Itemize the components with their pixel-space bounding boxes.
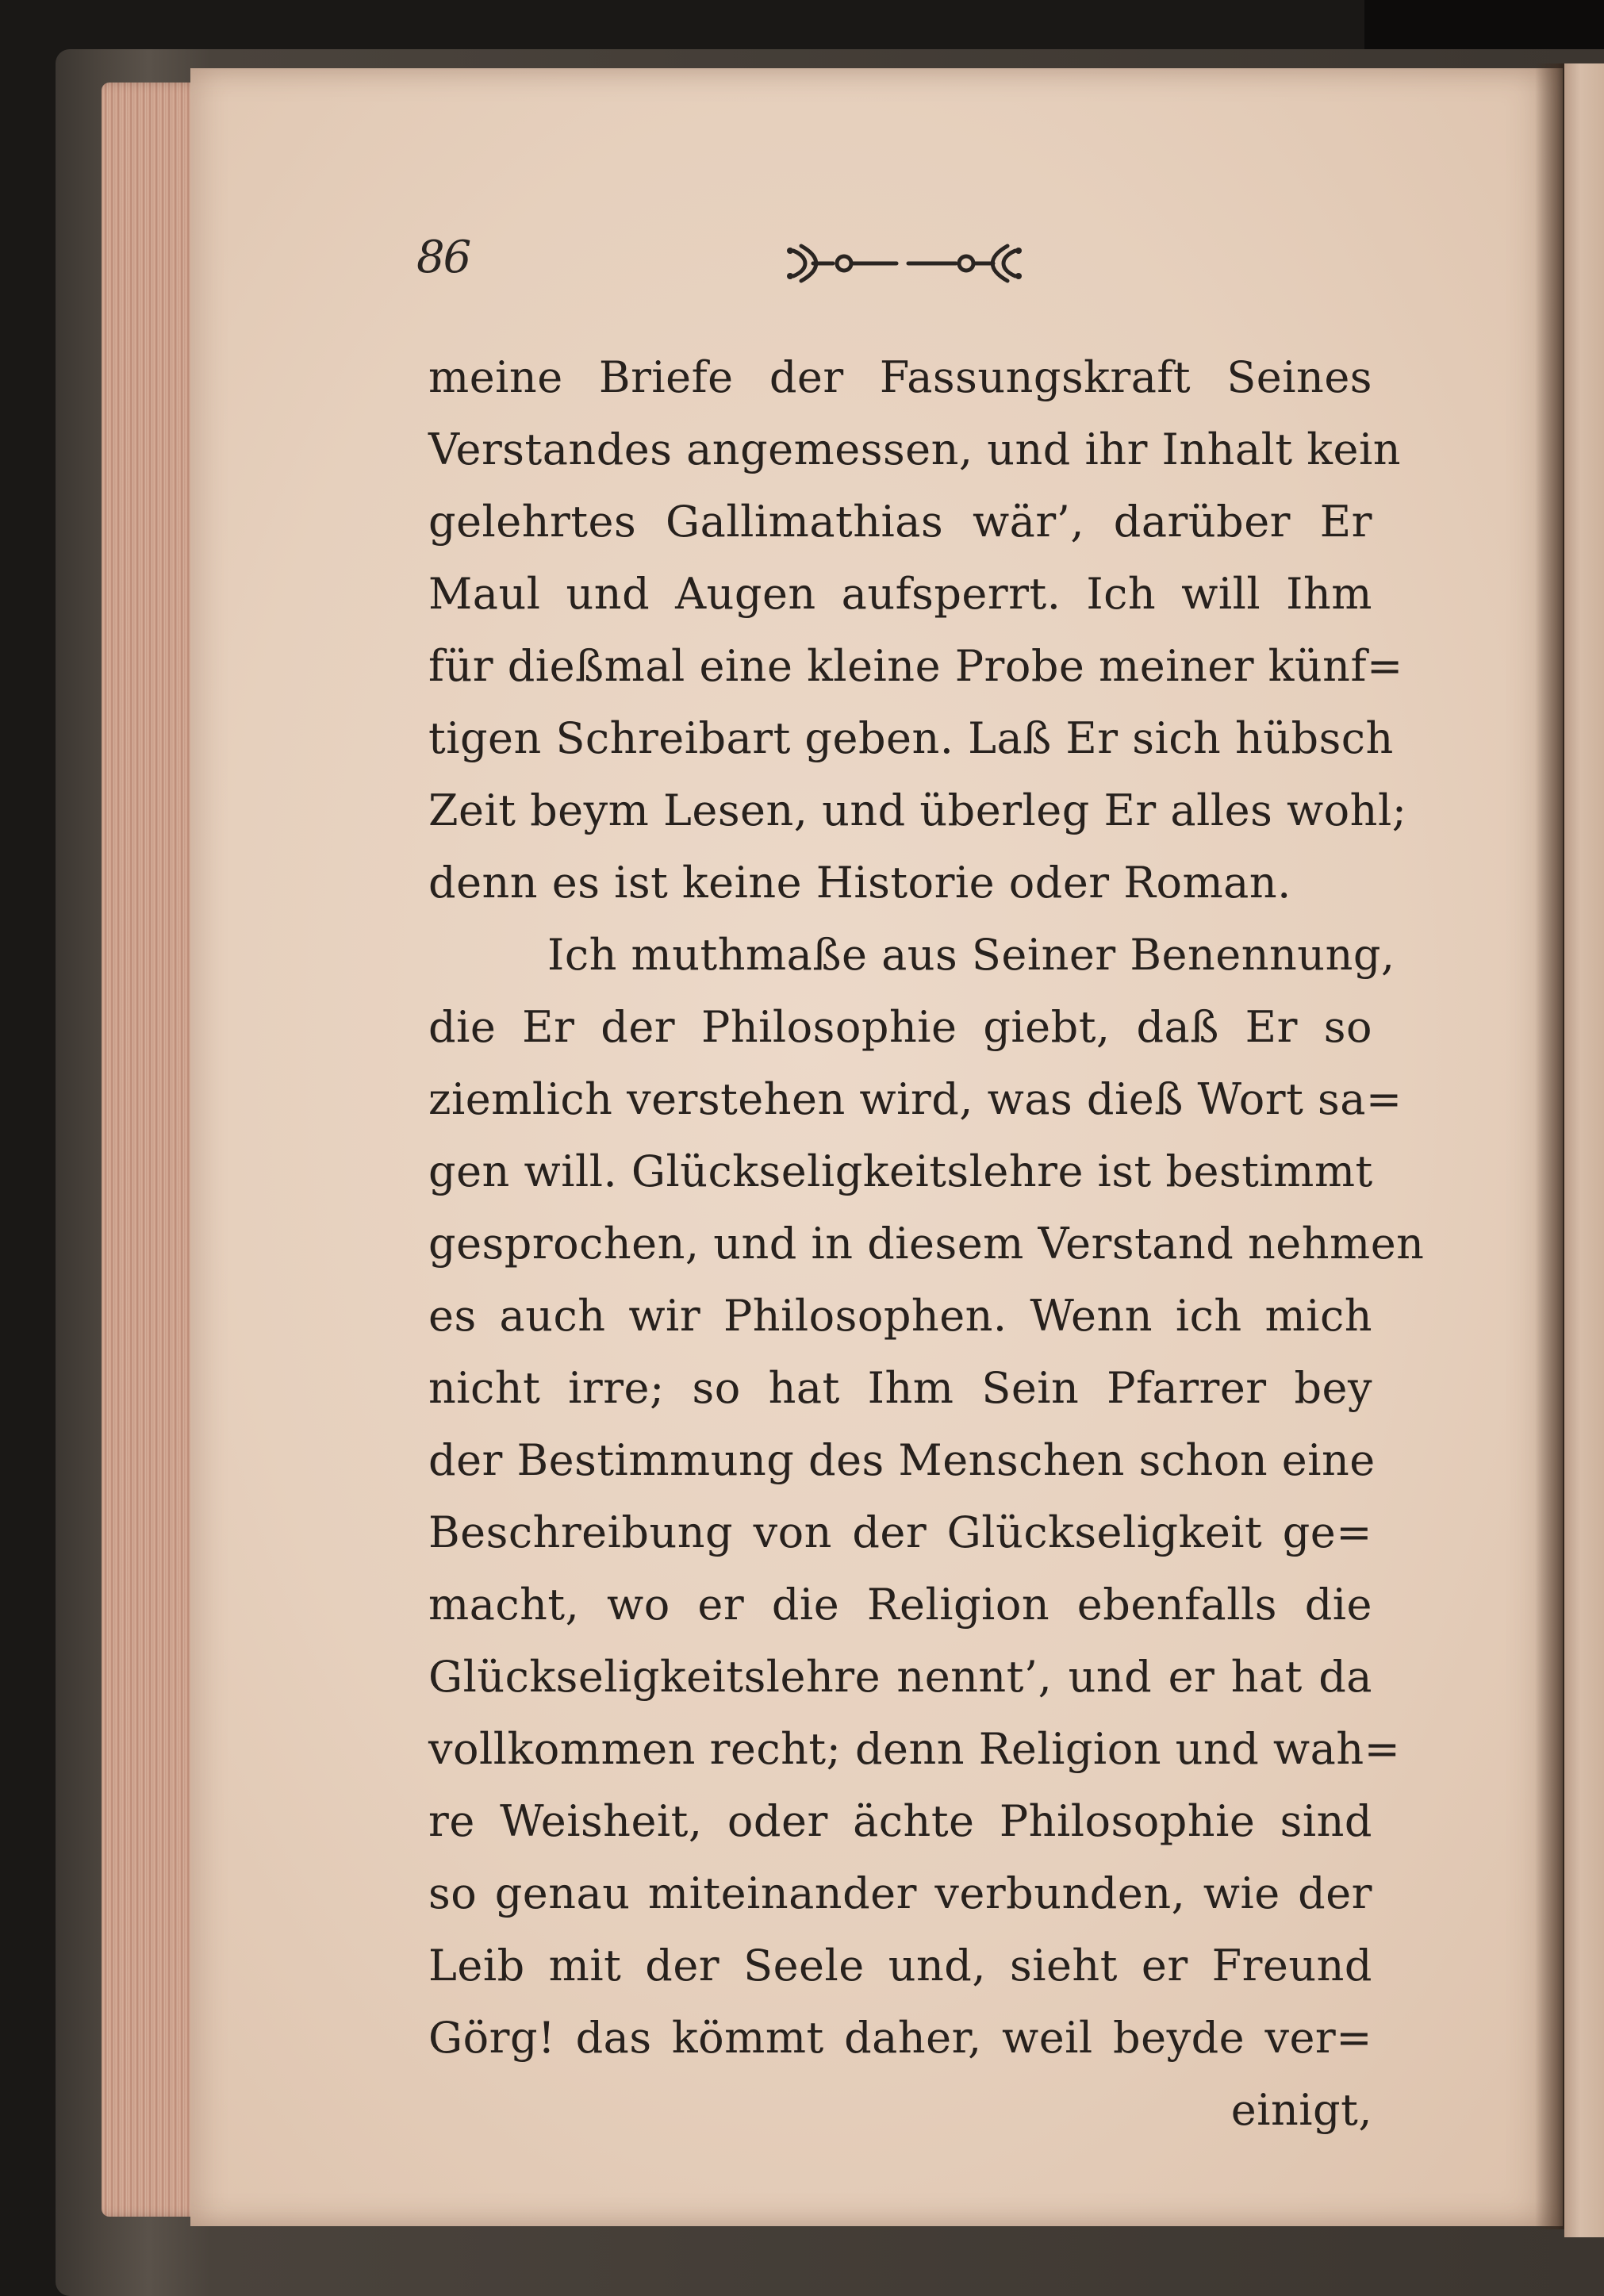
text-line: gesprochen, und in diesem Verstand nehmen xyxy=(428,1219,1425,1269)
page-number: 86 xyxy=(416,232,470,283)
page-header xyxy=(416,224,1368,303)
page-gutter xyxy=(1535,63,1567,2229)
text-line: gen will. Glückseligkeitslehre ist bestimmt xyxy=(428,1146,1373,1196)
text-line: so genau miteinander verbunden, wie der xyxy=(428,1868,1372,1918)
page-edges xyxy=(102,83,205,2217)
text-line: Ich muthmaße aus Seiner Benennung, xyxy=(547,930,1395,980)
text-line: vollkommen recht; denn Religion und wah= xyxy=(428,1724,1401,1774)
text-line: Beschreibung von der Glückseligkeit ge= xyxy=(428,1507,1372,1557)
text-line: es auch wir Philosophen. Wenn ich mich xyxy=(428,1291,1372,1341)
text-line: Maul und Augen aufsperrt. Ich will Ihm xyxy=(428,569,1372,619)
text-line: Glückseligkeitslehre nennt’, und er hat da xyxy=(428,1652,1372,1702)
text-line: Zeit beym Lesen, und überleg Er alles wohl; xyxy=(428,785,1407,835)
facing-page xyxy=(1564,63,1604,2237)
text-line: gelehrtes Gallimathias wär’, darüber Er xyxy=(428,497,1372,547)
body-text xyxy=(428,341,1425,2146)
text-line: denn es ist keine Historie oder Roman. xyxy=(428,858,1291,908)
text-line: der Bestimmung des Menschen schon eine xyxy=(428,1435,1376,1485)
text-line: tigen Schreibart geben. Laß Er sich hübsch xyxy=(428,713,1394,763)
text-line: für dießmal eine kleine Probe meiner künf= xyxy=(428,641,1403,691)
text-line: Görg! das kömmt daher, weil beyde ver= xyxy=(428,2013,1372,2063)
text-line: die Er der Philosophie giebt, daß Er so xyxy=(428,1002,1372,1052)
background-board xyxy=(1364,0,1604,56)
text-line: nicht irre; so hat Ihm Sein Pfarrer bey xyxy=(428,1363,1372,1413)
ornament-rule-icon xyxy=(777,235,1031,290)
catchword: einigt, xyxy=(1230,2085,1372,2135)
text-line: Leib mit der Seele und, sieht er Freund xyxy=(428,1941,1372,1991)
text-line: re Weisheit, oder ächte Philosophie sind xyxy=(428,1796,1372,1846)
text-line: macht, wo er die Religion ebenfalls die xyxy=(428,1580,1372,1630)
text-line: ziemlich verstehen wird, was dieß Wort sa= xyxy=(428,1074,1403,1124)
text-line: Verstandes angemessen, und ihr Inhalt kein xyxy=(428,424,1402,474)
text-line: meine Briefe der Fassungskraft Seines xyxy=(428,352,1372,402)
